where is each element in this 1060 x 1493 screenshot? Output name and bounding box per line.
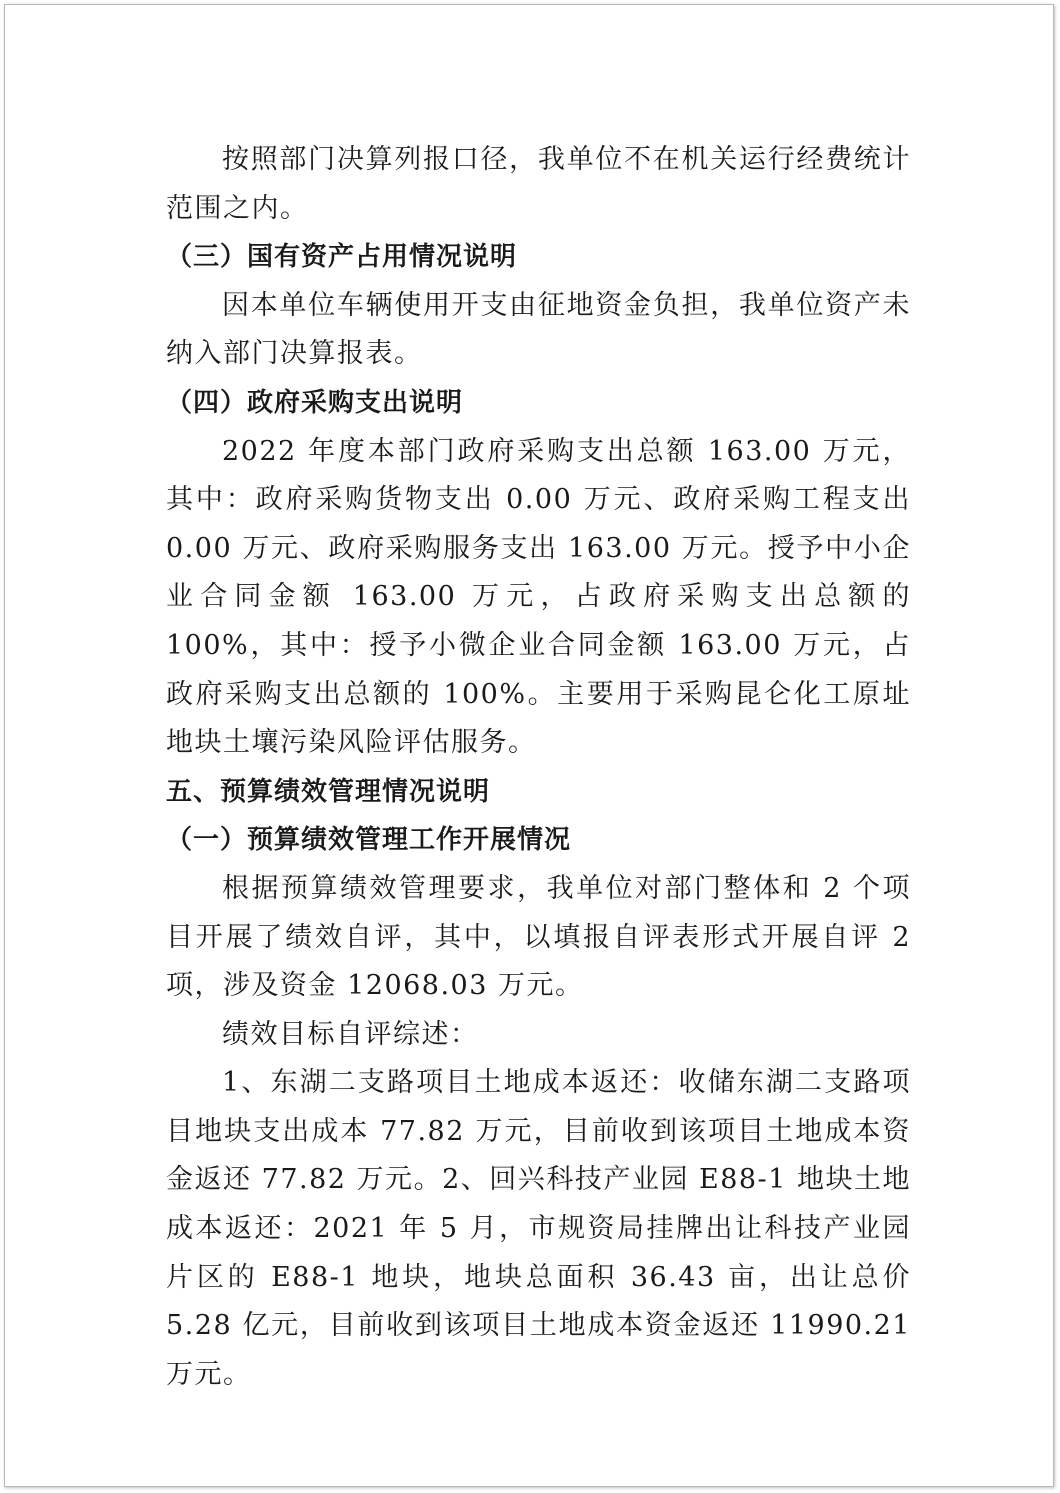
heading-budget-performance: 五、预算绩效管理情况说明 [166,776,491,807]
paragraph-self-evaluation-title: 绩效目标自评综述： [222,1018,479,1050]
paragraph-performance-work: 根据预算绩效管理要求，我单位对部门整体和 2 个项目开展了绩效自评，其中，以填报自评表形式开展自评 2 项，涉及资金 12068.03 万元。 [166,872,911,1002]
paragraph-self-evaluation-detail: 1、东湖二支路项目土地成本返还：收储东湖二支路项目地块支出成本 77.82 万元，目前收到该项目土地成本资金返还 77.82 万元。2、回兴科技产业园 E88-1 地块土地成本返还：2021 年 5 月，市规资局挂牌出让科技产业园片区的 E88-1 地块，地块总面积 36.43 亩，出让总价 5.28 亿元，目前收到该项目土地成本资金返还 11990.21 万元。 [166,1067,911,1390]
document-body [166,136,911,1399]
heading-government-procurement: （四）政府采购支出说明 [166,387,464,418]
paragraph-operating-expenses: 按照部门决算列报口径，我单位不在机关运行经费统计范围之内。 [166,144,911,224]
heading-state-assets: （三）国有资产占用情况说明 [166,242,518,273]
heading-performance-work: （一）预算绩效管理工作开展情况 [166,825,572,856]
paragraph-state-assets: 因本单位车辆使用开支由征地资金负担，我单位资产未纳入部门决算报表。 [166,289,911,370]
paragraph-government-procurement: 2022 年度本部门政府采购支出总额 163.00 万元，其中：政府采购货物支出 0.00 万元、政府采购工程支出 0.00 万元、政府采购服务支出 163.00 万元。授予中小企业合同金额 163.00 万元，占政府采购支出总额的 100%，其中：授予小微企业合同金额 163.00 万元，占政府采购支出总额的 100%。主要用于采购昆仑化工原址地块土壤污染风险评估服务。 [166,435,911,759]
